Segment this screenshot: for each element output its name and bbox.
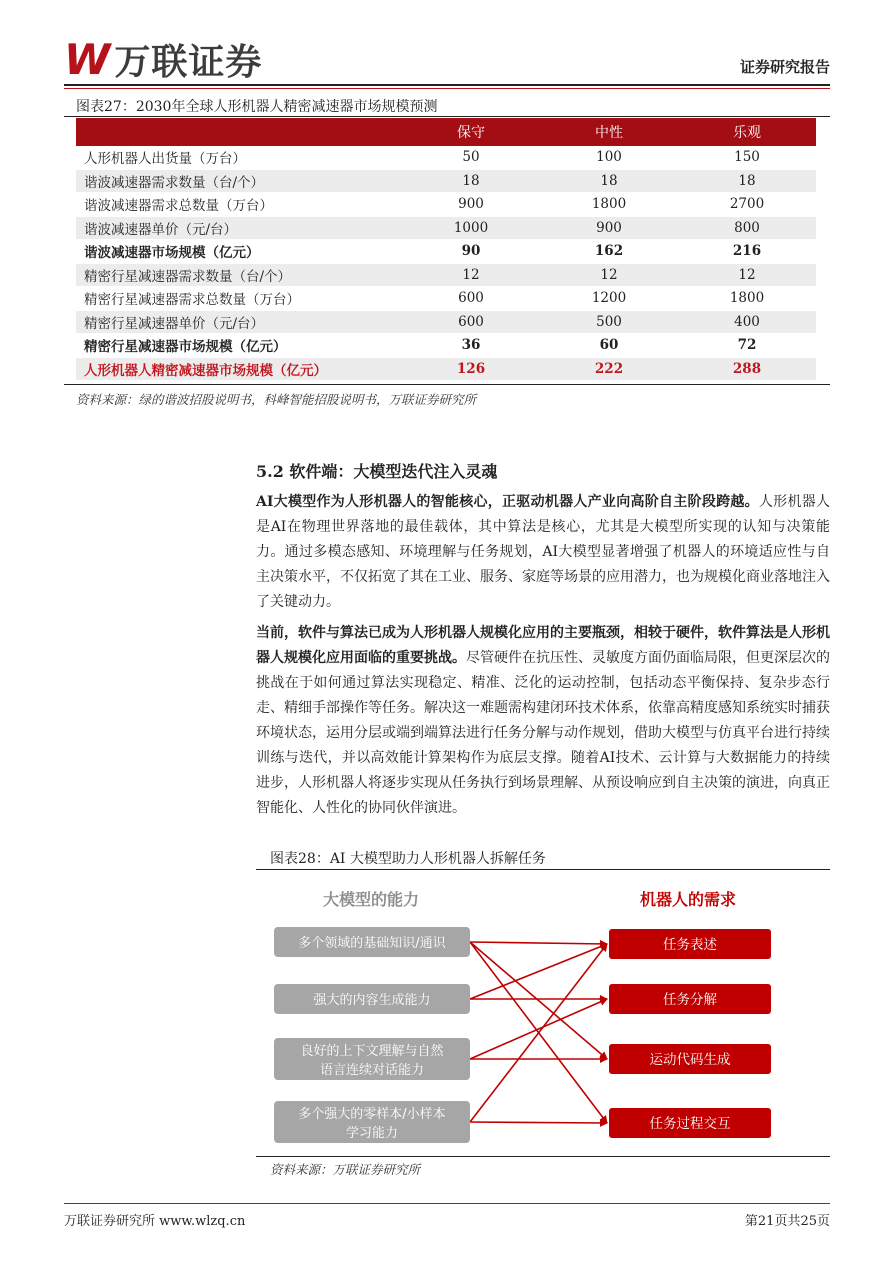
figure28-caption-rule [256, 869, 830, 870]
row-value: 900 [402, 193, 540, 217]
figure28-bottom-rule [256, 1156, 830, 1157]
table-row [76, 287, 816, 311]
row-value: 222 [540, 357, 678, 381]
requirement-label: 任务过程交互 [649, 1116, 731, 1132]
requirement-label: 任务表述 [663, 937, 717, 953]
row-value: 100 [540, 146, 678, 169]
row-value: 1000 [402, 216, 540, 240]
capability-label: 多个领域的基础知识/通识 [298, 936, 446, 951]
connection-arrow [470, 1122, 607, 1123]
row-value: 400 [678, 310, 816, 334]
table-row [76, 357, 816, 381]
row-value: 12 [678, 263, 816, 287]
requirement-boxes [609, 929, 771, 1138]
row-label: 精密行星减速器单价（元/台） [76, 310, 402, 334]
row-value: 800 [678, 216, 816, 240]
row-value: 18 [678, 169, 816, 193]
report-type: 证券研究报告 [739, 58, 830, 76]
row-value: 12 [540, 263, 678, 287]
row-value: 500 [540, 310, 678, 334]
capability-boxes [274, 927, 470, 1143]
row-label: 谐波减速器市场规模（亿元） [76, 240, 402, 264]
page-number: 第21页共25页 [744, 1214, 830, 1229]
connection-arrows [470, 942, 607, 1123]
requirement-label: 任务分解 [663, 992, 717, 1008]
table-header-cell: 中性 [540, 118, 678, 146]
logo-text: 万联证券 [114, 41, 263, 83]
table-row [76, 240, 816, 264]
market-size-table [76, 118, 816, 381]
row-value: 50 [402, 146, 540, 169]
row-value: 1200 [540, 287, 678, 311]
row-label: 精密行星减速器需求数量（台/个） [76, 263, 402, 287]
paragraph-1-body: 人形机器人是AI在物理世界落地的最佳载体，其中算法是核心，尤其是大模型所实现的认知与决策能力。通过多模态感知、环境理解与任务规划，AI大模型显著增强了机器人的环境适应性与自主决策水平，不仅拓宽了其在工业、服务、家庭等场景的应用潜力，也为规模化商业落地注入了关键动力。 [256, 494, 830, 610]
row-value: 36 [402, 334, 540, 358]
row-value: 600 [402, 310, 540, 334]
connection-arrow [470, 942, 607, 944]
row-label: 谐波减速器需求总数量（万台） [76, 193, 402, 217]
row-value: 60 [540, 334, 678, 358]
footer-divider [64, 1203, 830, 1204]
row-value: 162 [540, 240, 678, 264]
row-value: 216 [678, 240, 816, 264]
figure27-source: 资料来源：绿的谐波招股说明书，科峰智能招股说明书，万联证券研究所 [76, 392, 477, 407]
row-value: 900 [540, 216, 678, 240]
figure28-source: 资料来源：万联证券研究所 [270, 1162, 421, 1177]
row-value: 1800 [540, 193, 678, 217]
table-body [76, 146, 816, 381]
table-row [76, 263, 816, 287]
figure27-caption-rule [64, 116, 830, 117]
company-logo [64, 36, 262, 82]
row-label: 谐波减速器需求数量（台/个） [76, 169, 402, 193]
table-header-cell: 乐观 [678, 118, 816, 146]
requirement-label: 运动代码生成 [649, 1052, 731, 1068]
row-value: 126 [402, 357, 540, 381]
footer-publisher: 万联证券研究所 www.wlzq.cn [64, 1214, 246, 1229]
row-value: 1800 [678, 287, 816, 311]
section-title: 5.2 软件端：大模型迭代注入灵魂 [256, 462, 498, 481]
row-value: 90 [402, 240, 540, 264]
capability-label: 语言连续对话能力 [319, 1063, 425, 1078]
connection-arrow [470, 999, 607, 1059]
paragraph-1-lead: AI大模型作为人形机器人的智能核心，正驱动机器人产业向高阶自主阶段跨越。 [256, 494, 759, 510]
right-column-title: 机器人的需求 [639, 890, 737, 909]
row-label: 人形机器人精密减速器市场规模（亿元） [76, 357, 402, 381]
figure27-caption: 图表27：2030年全球人形机器人精密减速器市场规模预测 [76, 99, 438, 115]
capability-label: 良好的上下文理解与自然 [300, 1044, 444, 1059]
table-header-cell [76, 118, 402, 146]
row-value: 150 [678, 146, 816, 169]
paragraph-2-lead: 当前，软件与算法已成为人形机器人规模化应用的主要瓶颈，相较于硬件，软件算法是人形机器人规模化应用面临的重要挑战。 [256, 625, 830, 666]
capability-label: 多个强大的零样本/小样本 [298, 1107, 446, 1122]
table-row [76, 193, 816, 217]
table-row [76, 146, 816, 169]
table-row [76, 310, 816, 334]
table-row [76, 216, 816, 240]
paragraph-1 [256, 490, 830, 615]
paragraph-2 [256, 621, 830, 821]
paragraph-2-body: 尽管硬件在抗压性、灵敏度方面仍面临局限，但更深层次的挑战在于如何通过算法实现稳定、精准、泛化的运动控制，包括动态平衡保持、复杂步态行走、精细手部操作等任务。解决这一难题需构建闭环技术体系，依靠高精度感知系统实时捕获环境状态，运用分层或端到端算法进行任务分解与动作规划，借助大模型与仿真平台进行持续训练与迭代，并以高效能计算架构作为底层支撑。随着AI技术、云计算与大数据能力的持续进步，人形机器人将逐步实现从任务执行到场景理解、从预设响应到自主决策的演进，向真正智能化、人性化的协同伙伴演进。 [256, 650, 830, 816]
row-label: 谐波减速器单价（元/台） [76, 216, 402, 240]
row-label: 人形机器人出货量（万台） [76, 146, 402, 169]
row-value: 600 [402, 287, 540, 311]
table-header-cell: 保守 [402, 118, 540, 146]
task-decomposition-diagram [256, 872, 830, 1156]
row-label: 精密行星减速器需求总数量（万台） [76, 287, 402, 311]
table-row [76, 169, 816, 193]
figure28-caption: 图表28：AI 大模型助力人形机器人拆解任务 [270, 851, 546, 867]
table-header-row [76, 118, 816, 146]
row-value: 2700 [678, 193, 816, 217]
figure27-bottom-rule [64, 384, 830, 385]
logo-mark: W [64, 34, 107, 84]
row-value: 18 [540, 169, 678, 193]
table-row [76, 334, 816, 358]
row-value: 288 [678, 357, 816, 381]
left-column-title: 大模型的能力 [322, 890, 420, 909]
header-divider [64, 84, 830, 86]
row-value: 12 [402, 263, 540, 287]
row-value: 72 [678, 334, 816, 358]
row-label: 精密行星减速器市场规模（亿元） [76, 334, 402, 358]
row-value: 18 [402, 169, 540, 193]
header-divider-accent [64, 88, 830, 89]
capability-label: 强大的内容生成能力 [313, 993, 431, 1008]
capability-label: 学习能力 [345, 1126, 399, 1141]
connection-arrow [470, 942, 607, 1059]
